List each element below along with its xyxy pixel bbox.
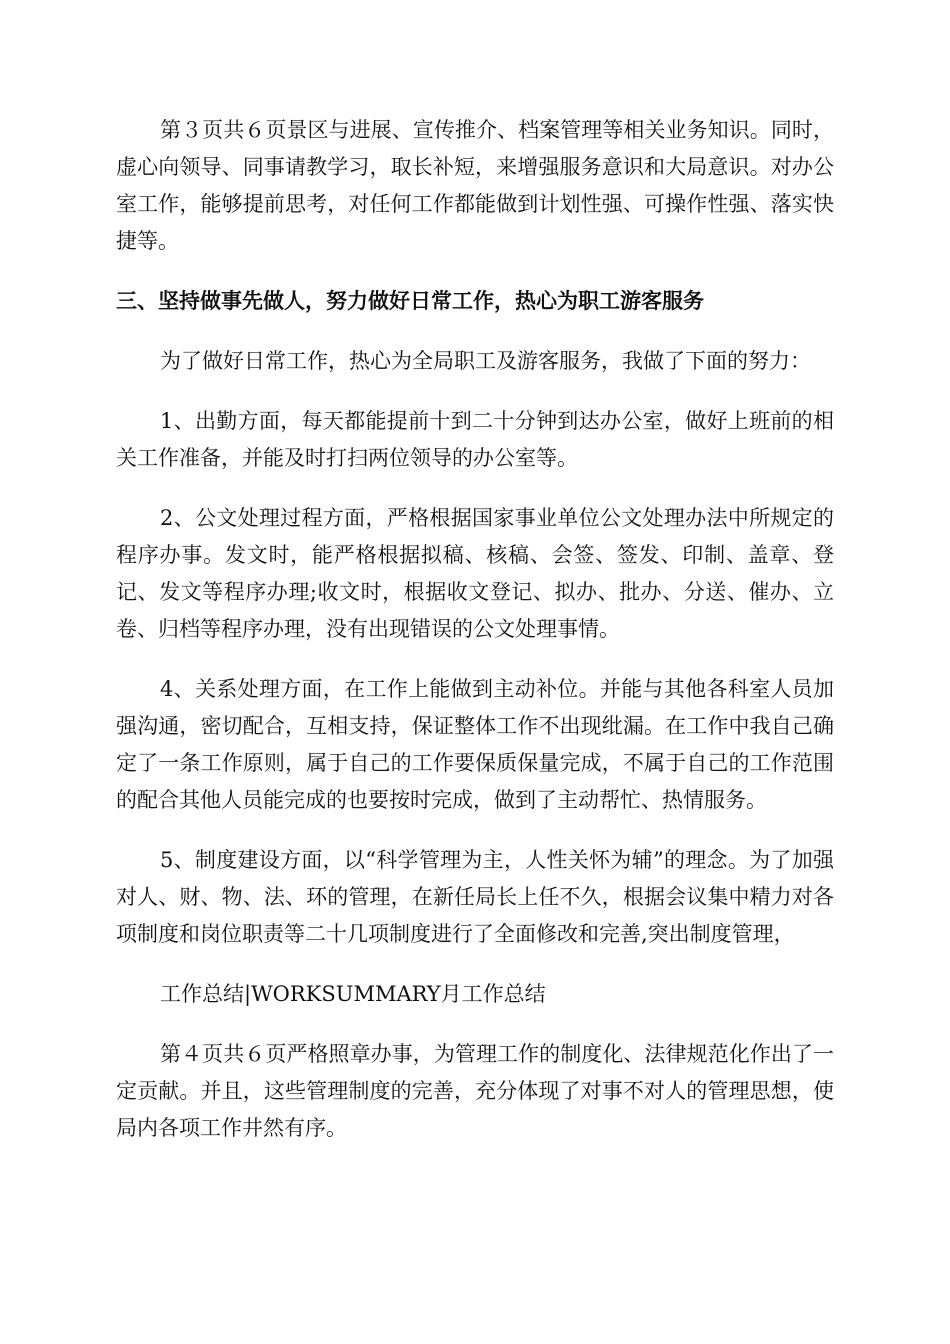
running-footer-text: 工作总结|WORKSUMMARY月工作总结: [160, 982, 546, 1006]
body-paragraph: 为了做好日常工作，热心为全局职工及游客服务，我做了下面的努力：: [160, 349, 811, 373]
body-paragraph: 第３页共６页景区与进展、宣传推介、档案管理等相关业务知识。同时，虚心向领导、同事请教学习，取长补短，来增强服务意识和大局意识。对办公室工作，能够提前思考，对任何工作都能做到计划性强、可操作性强、落实快捷等。: [116, 118, 834, 253]
body-paragraph: 4、关系处理方面，在工作上能做到主动补位。并能与其他各科室人员加强沟通，密切配合，互相支持，保证整体工作不出现纰漏。在工作中我自己确定了一条工作原则，属于自己的工作要保质保量完成，不属于自己的工作范围的配合其他人员能完成的也要按时完成，做到了主动帮忙、热情服务。: [116, 677, 834, 812]
body-paragraph: 2、公文处理过程方面，严格根据国家事业单位公文处理办法中所规定的程序办事。发文时，能严格根据拟稿、核稿、会签、签发、印制、盖章、登记、发文等程序办理;收文时，根据收文登记、拟办、批办、分送、催办、立卷、归档等程序办理，没有出现错误的公文处理事情。: [116, 506, 834, 641]
body-paragraph: 1、出勤方面，每天都能提前十到二十分钟到达办公室，做好上班前的相关工作准备，并能及时打扫两位领导的办公室等。: [116, 409, 834, 470]
body-paragraph: 5、制度建设方面，以“科学管理为主，人性关怀为辅”的理念。为了加强对人、财、物、法、环的管理，在新任局长上任不久，根据会议集中精力对各项制度和岗位职责等二十几项制度进行了全面修改和完善,突出制度管理，: [116, 848, 834, 946]
document-page: [116, 112, 834, 1147]
body-paragraph: 第４页共６页严格照章办事，为管理工作的制度化、法律规范化作出了一定贡献。并且，这些管理制度的完善，充分体现了对事不对人的管理思想，使局内各项工作井然有序。: [116, 1042, 834, 1140]
section-heading: 三、坚持做事先做人，努力做好日常工作，热心为职工游客服务: [116, 289, 704, 313]
